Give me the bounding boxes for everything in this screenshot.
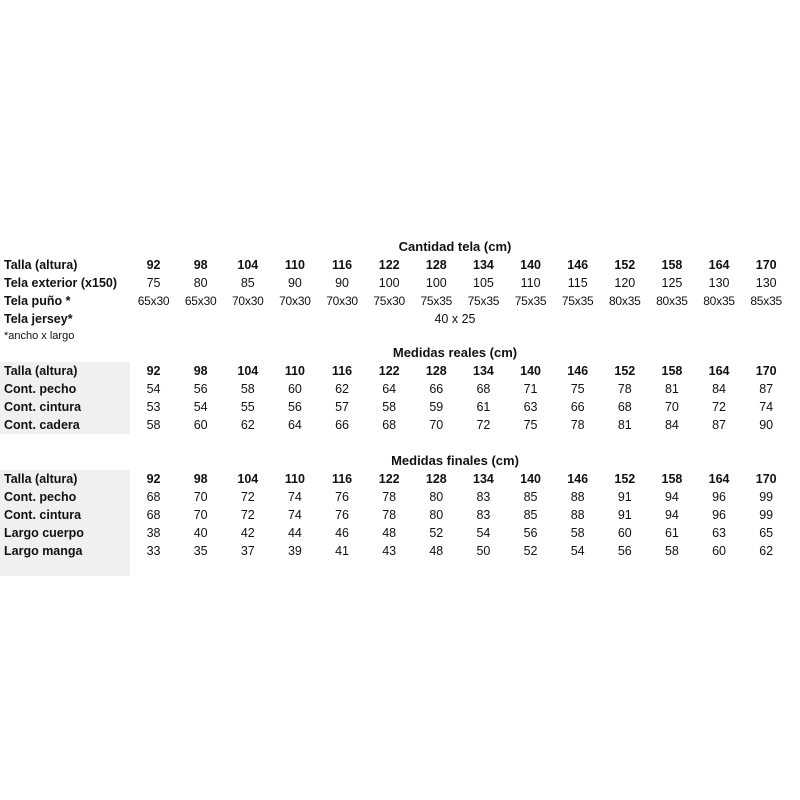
value-cell: 44 — [287, 526, 302, 540]
value-cell: 75x35 — [420, 294, 453, 308]
value-cell: 61 — [476, 400, 491, 414]
value-cell: 65x30 — [137, 294, 170, 308]
size-cell: 170 — [755, 472, 777, 486]
value-cell: 91 — [617, 490, 632, 504]
value-cell: 80 — [193, 276, 208, 290]
value-cells — [130, 542, 800, 560]
cantidad-tela-section — [0, 238, 800, 344]
size-cell: 104 — [237, 364, 259, 378]
value-cell: 72 — [240, 490, 255, 504]
value-cell: 62 — [240, 418, 255, 432]
table-row — [0, 524, 800, 542]
value-cell: 58 — [240, 382, 255, 396]
size-cell: 158 — [661, 258, 683, 272]
size-cell: 92 — [146, 364, 161, 378]
value-cell: 88 — [570, 490, 585, 504]
value-cell: 90 — [759, 418, 774, 432]
value-cell: 70 — [429, 418, 444, 432]
value-cell: 65x30 — [184, 294, 217, 308]
value-cell: 94 — [664, 490, 679, 504]
table-row — [0, 310, 800, 328]
value-cell: 96 — [712, 490, 727, 504]
value-cell: 68 — [382, 418, 397, 432]
value-cell: 81 — [617, 418, 632, 432]
value-cell: 72 — [476, 418, 491, 432]
value-cell: 96 — [712, 508, 727, 522]
size-cells — [130, 362, 800, 380]
value-cell: 60 — [617, 526, 632, 540]
value-cell: 110 — [520, 276, 541, 290]
value-cell: 58 — [570, 526, 585, 540]
value-cell: 72 — [240, 508, 255, 522]
size-cell: 110 — [284, 364, 306, 378]
value-cell: 99 — [759, 508, 774, 522]
table-row — [0, 542, 800, 560]
value-cell: 76 — [335, 508, 350, 522]
section-title: Cantidad tela (cm) — [398, 239, 512, 254]
value-cell: 88 — [570, 508, 585, 522]
value-cell: 87 — [759, 382, 774, 396]
value-cell: 39 — [287, 544, 302, 558]
value-cells — [130, 398, 800, 416]
row-label: Largo manga — [0, 542, 130, 560]
value-cells — [130, 524, 800, 542]
value-cell: 42 — [240, 526, 255, 540]
value-cell: 80x35 — [608, 294, 641, 308]
value-cell: 80 — [429, 490, 444, 504]
value-cell: 70 — [664, 400, 679, 414]
size-cell: 170 — [755, 258, 777, 272]
value-cell: 64 — [287, 418, 302, 432]
size-cell: 128 — [425, 258, 447, 272]
size-cell: 146 — [567, 472, 589, 486]
value-cell: 75 — [146, 276, 161, 290]
table-row — [0, 398, 800, 416]
value-cell: 66 — [335, 418, 350, 432]
value-cell: 91 — [617, 508, 632, 522]
medidas-reales-section — [0, 344, 800, 434]
value-cell: 75x35 — [467, 294, 500, 308]
value-cell: 63 — [712, 526, 727, 540]
header-row — [0, 362, 800, 380]
table-row — [0, 274, 800, 292]
value-cell: 100 — [425, 276, 447, 290]
section-title: Medidas reales (cm) — [392, 345, 518, 360]
value-cell: 83 — [476, 490, 491, 504]
value-cell: 78 — [382, 490, 397, 504]
value-cell: 80x35 — [656, 294, 688, 308]
table-row — [0, 416, 800, 434]
value-cells — [130, 292, 800, 310]
value-cell: 48 — [429, 544, 444, 558]
value-cell: 62 — [759, 544, 774, 558]
size-cell: 134 — [473, 364, 494, 378]
size-cell: 110 — [284, 258, 306, 272]
size-cell: 170 — [755, 364, 777, 378]
size-cell: 128 — [425, 364, 447, 378]
size-cell: 104 — [237, 258, 259, 272]
value-cell: 61 — [664, 526, 679, 540]
size-cell: 164 — [708, 472, 730, 486]
value-cell: 37 — [240, 544, 255, 558]
size-cell: 158 — [661, 364, 683, 378]
value-cell: 68 — [146, 490, 161, 504]
value-cell: 33 — [146, 544, 161, 558]
table-row — [0, 488, 800, 506]
size-cell: 140 — [520, 472, 541, 486]
value-cell: 84 — [712, 382, 727, 396]
size-cell: 140 — [520, 258, 541, 272]
row-label: Cont. cintura — [0, 506, 130, 524]
size-cells — [130, 470, 800, 488]
value-cell: 68 — [146, 508, 161, 522]
value-cell: 56 — [193, 382, 208, 396]
value-cell: 63 — [523, 400, 538, 414]
value-cell: 64 — [382, 382, 397, 396]
value-cell: 87 — [712, 418, 727, 432]
value-cell: 75x35 — [561, 294, 594, 308]
value-cell: 58 — [664, 544, 679, 558]
row-label: Talla (altura) — [0, 362, 130, 380]
value-cell: 35 — [193, 544, 208, 558]
value-cell: 52 — [429, 526, 444, 540]
value-cell: 57 — [335, 400, 350, 414]
value-cells — [130, 274, 800, 292]
value-cell: 105 — [473, 276, 494, 290]
value-cell: 75x30 — [373, 294, 406, 308]
size-cell: 98 — [193, 472, 208, 486]
label-column-shade — [0, 560, 130, 576]
value-cell: 115 — [567, 276, 588, 290]
header-row — [0, 470, 800, 488]
value-cell: 99 — [759, 490, 774, 504]
value-cell: 85 — [523, 508, 538, 522]
value-cell: 53 — [146, 400, 161, 414]
value-cell: 54 — [193, 400, 208, 414]
size-cell: 98 — [193, 258, 208, 272]
row-label: Largo cuerpo — [0, 524, 130, 542]
value-cell: 100 — [378, 276, 400, 290]
value-cell: 65 — [759, 526, 774, 540]
size-cell: 158 — [661, 472, 683, 486]
value-cell: 70 — [193, 490, 208, 504]
size-cell: 146 — [567, 364, 589, 378]
value-cell: 125 — [661, 276, 683, 290]
value-cell: 75x35 — [514, 294, 547, 308]
value-cell: 56 — [523, 526, 538, 540]
size-cell: 98 — [193, 364, 208, 378]
size-cell: 92 — [146, 472, 161, 486]
value-cell: 54 — [570, 544, 585, 558]
value-cell: 46 — [335, 526, 350, 540]
size-cell: 134 — [473, 258, 494, 272]
value-cell: 68 — [476, 382, 491, 396]
value-cell: 85 — [523, 490, 538, 504]
value-cell: 74 — [287, 508, 302, 522]
size-cell: 104 — [237, 472, 259, 486]
header-row — [0, 256, 800, 274]
size-cell: 116 — [331, 364, 353, 378]
table-row — [0, 292, 800, 310]
row-label: Tela jersey* — [4, 312, 73, 326]
value-cell: 81 — [664, 382, 679, 396]
section-title: Medidas finales (cm) — [391, 453, 519, 468]
value-cell: 66 — [429, 382, 444, 396]
value-cell: 130 — [755, 276, 777, 290]
value-cell: 58 — [382, 400, 397, 414]
value-cell: 60 — [193, 418, 208, 432]
value-cell: 60 — [287, 382, 302, 396]
value-cell: 70x30 — [326, 294, 358, 308]
row-label: Cont. pecho — [0, 488, 130, 506]
value-cell: 80 — [429, 508, 444, 522]
value-cell: 48 — [382, 526, 397, 540]
value-cell: 78 — [382, 508, 397, 522]
size-cell: 122 — [378, 364, 400, 378]
value-cell: 74 — [759, 400, 774, 414]
value-cell: 70 — [193, 508, 208, 522]
value-cell: 52 — [523, 544, 538, 558]
footnote: *ancho x largo — [4, 330, 75, 342]
value-cells — [130, 416, 800, 434]
value-cell: 58 — [146, 418, 161, 432]
size-cell: 152 — [614, 472, 636, 486]
value-cell: 40 — [193, 526, 208, 540]
value-cell: 72 — [712, 400, 727, 414]
size-cell: 116 — [331, 258, 353, 272]
value-cell: 70x30 — [279, 294, 311, 308]
value-cell: 55 — [240, 400, 255, 414]
size-cell: 116 — [331, 472, 353, 486]
row-label: Tela puño * — [4, 294, 71, 308]
value-cell: 60 — [712, 544, 727, 558]
value-cell: 59 — [429, 400, 444, 414]
value-cell: 120 — [614, 276, 636, 290]
value-cell: 75 — [570, 382, 585, 396]
value-cell: 80x35 — [703, 294, 735, 308]
value-cell: 85 — [240, 276, 255, 290]
size-cell: 152 — [614, 364, 636, 378]
value-cell: 62 — [335, 382, 350, 396]
row-label: Talla (altura) — [0, 470, 130, 488]
jersey-value: 40 x 25 — [434, 312, 476, 326]
medidas-finales-section — [0, 452, 800, 576]
value-cell: 71 — [523, 382, 538, 396]
value-cell: 68 — [617, 400, 632, 414]
row-label: Cont. pecho — [0, 380, 130, 398]
size-cell: 92 — [146, 258, 161, 272]
value-cell: 75 — [523, 418, 538, 432]
value-cells — [130, 506, 800, 524]
value-cell: 54 — [476, 526, 491, 540]
value-cell: 90 — [287, 276, 302, 290]
size-cell: 152 — [614, 258, 636, 272]
value-cell: 83 — [476, 508, 491, 522]
row-label: Cont. cadera — [0, 416, 130, 434]
value-cells — [130, 488, 800, 506]
value-cell: 78 — [570, 418, 585, 432]
size-cell: 146 — [567, 258, 589, 272]
value-cell: 50 — [476, 544, 491, 558]
size-cell: 128 — [425, 472, 447, 486]
size-cell: 140 — [520, 364, 541, 378]
size-cell: 164 — [708, 258, 730, 272]
value-cell: 43 — [382, 544, 397, 558]
value-cell: 78 — [617, 382, 632, 396]
size-cell: 134 — [473, 472, 494, 486]
value-cell: 85x35 — [750, 294, 783, 308]
size-cell: 122 — [378, 258, 400, 272]
value-cell: 76 — [335, 490, 350, 504]
value-cell: 41 — [335, 544, 350, 558]
row-label: Talla (altura) — [4, 258, 78, 272]
value-cell: 130 — [708, 276, 730, 290]
value-cell: 56 — [287, 400, 302, 414]
value-cells — [130, 380, 800, 398]
value-cell: 74 — [287, 490, 302, 504]
table-row — [0, 380, 800, 398]
value-cell: 94 — [664, 508, 679, 522]
value-cell: 66 — [570, 400, 585, 414]
size-cells — [130, 256, 800, 274]
size-cell: 122 — [378, 472, 400, 486]
size-cell: 110 — [284, 472, 306, 486]
value-cell: 90 — [335, 276, 350, 290]
size-cell: 164 — [708, 364, 730, 378]
row-label: Tela exterior (x150) — [4, 276, 118, 290]
value-cell: 38 — [146, 526, 161, 540]
value-cell: 54 — [146, 382, 161, 396]
value-cell: 84 — [664, 418, 679, 432]
value-cell: 56 — [617, 544, 632, 558]
row-label: Cont. cintura — [0, 398, 130, 416]
value-cell: 70x30 — [231, 294, 264, 308]
table-row — [0, 506, 800, 524]
